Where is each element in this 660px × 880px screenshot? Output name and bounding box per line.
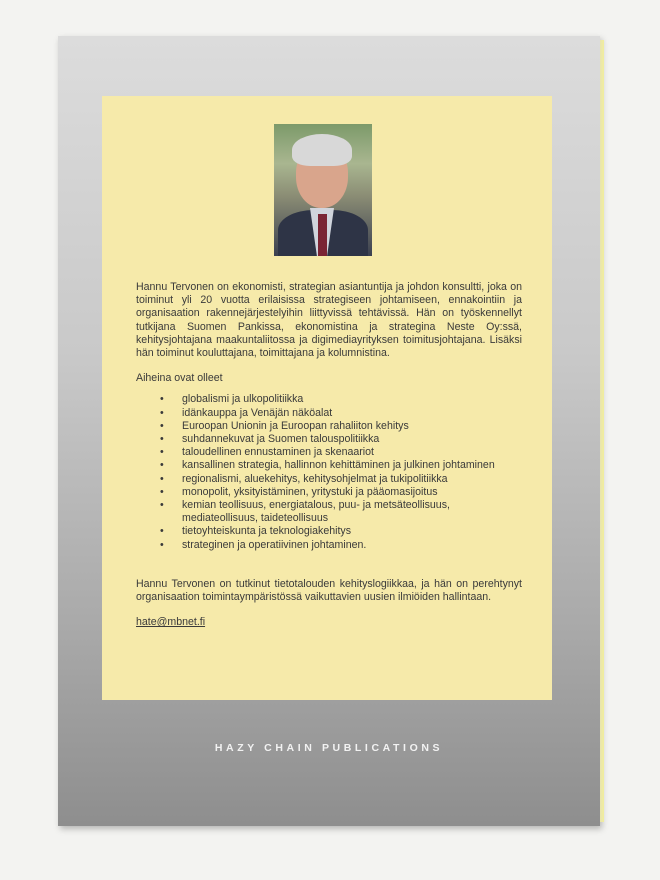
bullet-icon: • [160, 446, 164, 459]
topic-text: taloudellinen ennustaminen ja skenaariot [182, 446, 374, 459]
bullet-icon: • [160, 485, 164, 498]
list-item [136, 486, 522, 499]
text-block [136, 281, 522, 629]
list-item [136, 525, 522, 538]
publisher-name: HAZY CHAIN PUBLICATIONS [214, 742, 444, 754]
bullet-icon: • [160, 419, 164, 432]
book-back-cover [58, 36, 600, 826]
bullet-icon: • [160, 433, 164, 446]
bullet-icon: • [160, 393, 164, 406]
page-edge [600, 40, 604, 822]
list-item [136, 420, 522, 433]
topics-intro: Aiheina ovat olleet [136, 372, 223, 385]
bullet-icon: • [160, 525, 164, 538]
topic-text: strateginen ja operatiivinen johtaminen. [182, 538, 367, 551]
photo-hair [292, 134, 352, 166]
list-item [136, 433, 522, 446]
topic-text: regionalismi, aluekehitys, kehitysohjelmat ja tukipolitiikka [182, 472, 448, 485]
bullet-icon: • [160, 472, 164, 485]
topic-text: idänkauppa ja Venäjän näköalat [182, 406, 333, 419]
topic-text: suhdannekuvat ja Suomen talouspolitiikka [182, 433, 380, 446]
topic-text: kansallinen strategia, hallinnon kehittäminen ja julkinen johtaminen [182, 459, 495, 472]
author-bio: Hannu Tervonen on ekonomisti, strategian asiantuntija ja johdon konsultti, joka on toiminut yli 20 vuotta erilaisissa strategiseen johtamiseen, ennakointiin ja organisaation rakennejärjestelyihin liittyvissä tehtävissä. Hän on työskennellyt tutkijana Suomen Pankissa, ekonomistina ja strategina Neste Oy:ssä, kehitysjohtajana maakuntaliitossa ja digimediayrityksen toimitusjohtajana. Lisäksi hän toiminut kouluttajana, toimittajana ja kolumnistina. [136, 281, 522, 360]
topic-text: monopolit, yksityistäminen, yritystuki ja pääomasijoitus [182, 485, 438, 498]
list-item [136, 393, 522, 406]
photo-tie [318, 214, 327, 256]
list-item [136, 539, 522, 552]
email-link[interactable]: hate@mbnet.fi [136, 616, 206, 629]
topic-text: tietoyhteiskunta ja teknologiakehitys [182, 525, 352, 538]
list-item [136, 446, 522, 459]
closing-paragraph: Hannu Tervonen on tutkinut tietotalouden kehityslogiikkaa, ja hän on perehtynyt organisaation toimintaympäristössä vaikuttavien uusien ilmiöiden hallintaan. [136, 577, 522, 604]
bullet-icon: • [160, 406, 164, 419]
bullet-icon: • [160, 538, 164, 551]
list-item [136, 499, 522, 525]
list-item [136, 473, 522, 486]
bullet-icon: • [160, 459, 164, 472]
topic-text: Euroopan Unionin ja Euroopan rahaliiton kehitys [182, 419, 409, 432]
topic-text: kemian teollisuus, energiatalous, puu- ja metsäteollisuus, mediateollisuus, taideteollisuus [182, 499, 450, 525]
text-panel [102, 96, 552, 700]
author-photo [274, 124, 372, 256]
topic-text: globalismi ja ulkopolitiikka [182, 393, 304, 406]
list-item [136, 407, 522, 420]
topics-list [136, 393, 522, 551]
bullet-icon: • [160, 499, 164, 512]
list-item [136, 459, 522, 472]
